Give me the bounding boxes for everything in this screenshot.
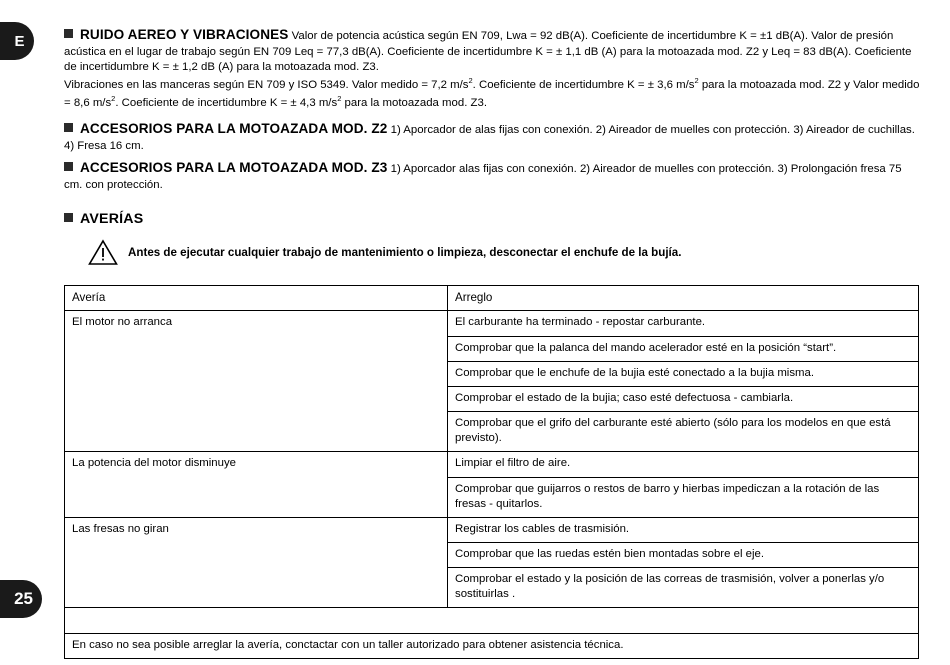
bullet-square-icon (64, 162, 73, 171)
noise-first-paragraph (64, 26, 920, 76)
table-header-row (65, 286, 919, 311)
remedy-cell: Comprobar que la palanca del mando acelerador esté en la posición “start”. (448, 336, 919, 361)
remedy-cell: Comprobar que las ruedas estén bien montadas sobre el eje. (448, 542, 919, 567)
section-noise (64, 26, 920, 111)
language-tab (0, 22, 34, 60)
section-faults-heading (64, 211, 920, 227)
section-accessories-z3 (64, 159, 920, 193)
page-number-label: 25 (14, 589, 33, 608)
remedy-cell: Comprobar el estado de la bujia; caso esté defectuosa - cambiarla. (448, 386, 919, 411)
fault-cell: El motor no arranca (65, 311, 448, 452)
accessories-z3-heading: ACCESORIOS PARA LA MOTOAZADA MOD. Z3 (80, 159, 388, 175)
noise-text-1: Valor de potencia acústica según EN 709, Lwa = 92 dB(A). Coeficiente de incertidumbre K = ±1 dB(A). Valor de presión acústica en el lugar de trabajo según EN 709 Leq = 77,3 dB(A). Coeficiente de incertidumbre K = ± 1,1 dB (A) para la motoazada mod. Z2 y Leq = 83 dB(A). Coeficiente de incertidumbre K = ± 1,2 dB (A) para la motoazada mod. Z3. (64, 30, 912, 74)
table-row (65, 517, 919, 542)
table-header-remedy: Arreglo (448, 286, 919, 311)
language-tab-label: E (14, 32, 25, 50)
section-accessories-z2 (64, 120, 920, 154)
warning-row (88, 239, 920, 265)
remedy-cell: Comprobar que guijarros o restos de barro y hierbas impediczan a la rotación de las fresas - quitarlos. (448, 477, 919, 517)
accessories-z3-text: 1) Aporcador alas fijas con conexión. 2) Aireador de muelles con protección. 3) Prolongación fresa 75 cm. con protección. (64, 162, 902, 191)
warning-text: Antes de ejecutar cualquier trabajo de mantenimiento o limpieza, desconectar el enchufe de la bujía. (128, 245, 682, 259)
table-spacer-row (65, 608, 919, 633)
bullet-square-icon (64, 29, 73, 38)
remedy-cell: Registrar los cables de trasmisión. (448, 517, 919, 542)
warning-triangle-icon (88, 239, 118, 265)
fault-cell: La potencia del motor disminuye (65, 452, 448, 517)
remedy-cell: Comprobar el estado y la posición de las correas de trasmisión, volver a ponerlas y/o sostituirlas . (448, 568, 919, 608)
footer-note-cell: En caso no sea posible arreglar la avería, conctactar con un taller autorizado para obtener asistencia técnica. (65, 633, 919, 658)
faults-heading-label: AVERÍAS (80, 211, 144, 228)
remedy-cell: Comprobar que el grifo del carburante esté abierto (sólo para los modelos en que está previsto). (448, 412, 919, 452)
fault-table (64, 285, 919, 659)
noise-heading: RUIDO AEREO Y VIBRACIONES (80, 27, 289, 42)
noise-second-paragraph: Vibraciones en las manceras según EN 709 y ISO 5349. Valor medido = 7,2 $m/s^2$. Coeficiente de incertidumbre K = ± 3,6 $m/s^2$ para la motoazada mod. Z2 y Valor medido = 8,6 $m/s^2$. Coeficiente de incertidumbre K = ± 4,3 $m/s^2$ para la motoazada mod. Z3. (64, 76, 920, 109)
remedy-cell: Limpiar el filtro de aire. (448, 452, 919, 477)
table-footer-row (65, 633, 919, 658)
remedy-cell: Comprobar que le enchufe de la bujia esté conectado a la bujia misma. (448, 361, 919, 386)
table-header-fault: Avería (65, 286, 448, 311)
remedy-cell: El carburante ha terminado - repostar carburante. (448, 311, 919, 336)
bullet-square-icon (64, 123, 73, 132)
document-content (64, 26, 920, 265)
bullet-square-icon (64, 213, 73, 222)
table-row (65, 452, 919, 477)
table-row (65, 311, 919, 336)
fault-cell: Las fresas no giran (65, 517, 448, 608)
spacer-cell (65, 608, 919, 633)
accessories-z2-text: 1) Aporcador de alas fijas con conexión. 2) Aireador de muelles con protección. 3) Aireador de cuchillas. 4) Fresa 16 cm. (64, 124, 915, 153)
accessories-z2-heading: ACCESORIOS PARA LA MOTOAZADA MOD. Z2 (80, 121, 388, 137)
page-number-tab (0, 580, 42, 618)
